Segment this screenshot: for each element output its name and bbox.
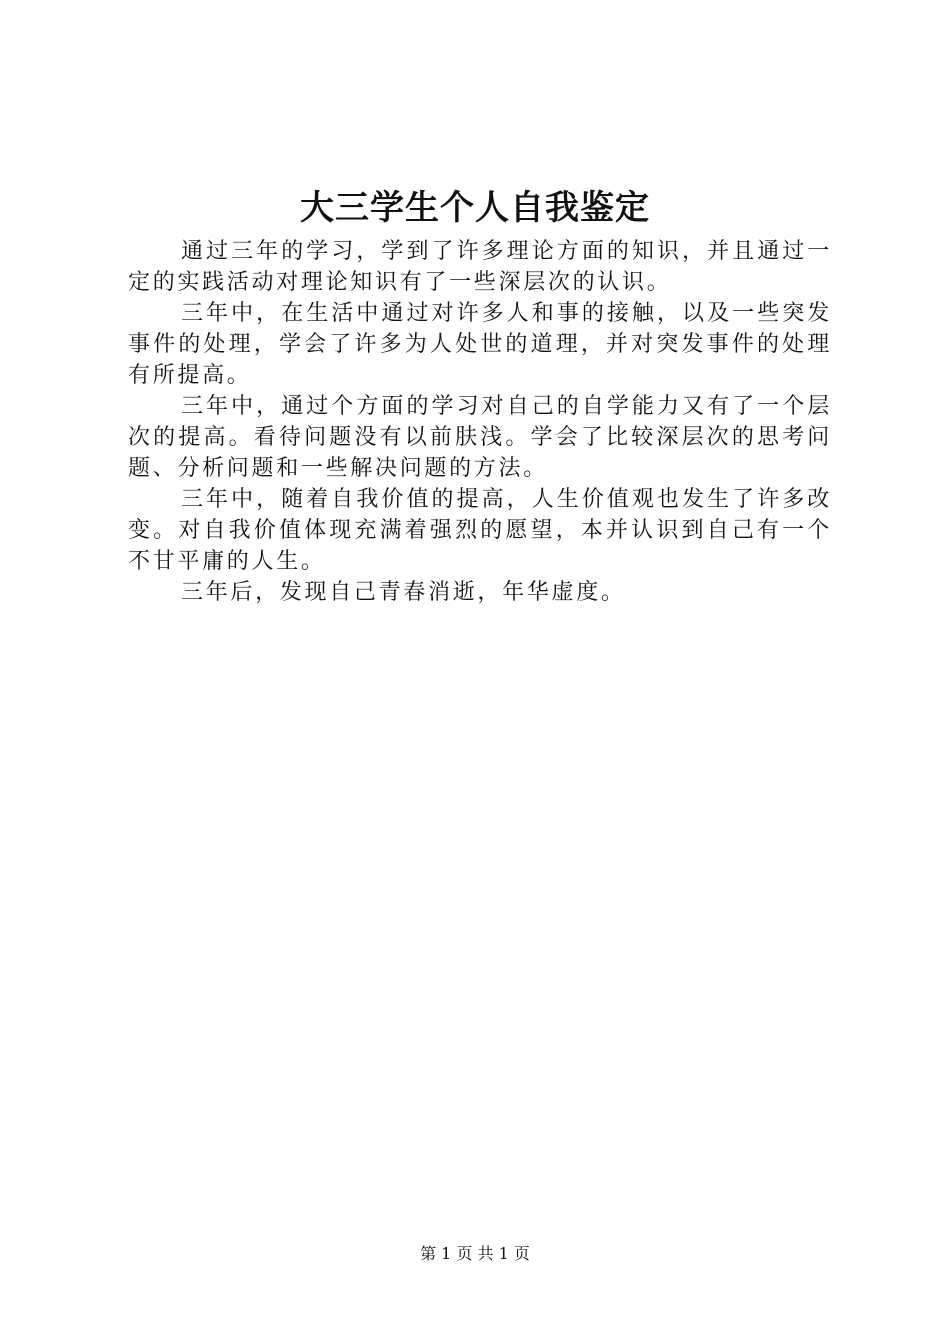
paragraph-2: 三年中，在生活中通过对许多人和事的接触，以及一些突发事件的处理，学会了许多为人处世的道理，并对突发事件的处理有所提高。 [128,301,832,388]
paragraph-5: 三年后，发现自己青春消逝，年华虚度。 [181,580,626,605]
paragraph-4: 三年中，随着自我价值的提高，人生价值观也发生了许多改变。对自我价值体现充满着强烈的愿望，本并认识到自己有一个不甘平庸的人生。 [128,487,832,574]
document-title: 大三学生个人自我鉴定 [300,188,650,228]
paragraph-1: 通过三年的学习，学到了许多理论方面的知识，并且通过一定的实践活动对理论知识有了一些深层次的认识。 [128,239,832,295]
paragraph-3: 三年中，通过个方面的学习对自己的自学能力又有了一个层次的提高。看待问题没有以前肤浅。学会了比较深层次的思考问题、分析问题和一些解决问题的方法。 [128,394,832,481]
page-number-footer: 第 1 页 共 1 页 [420,1244,530,1263]
document-body [128,236,832,608]
